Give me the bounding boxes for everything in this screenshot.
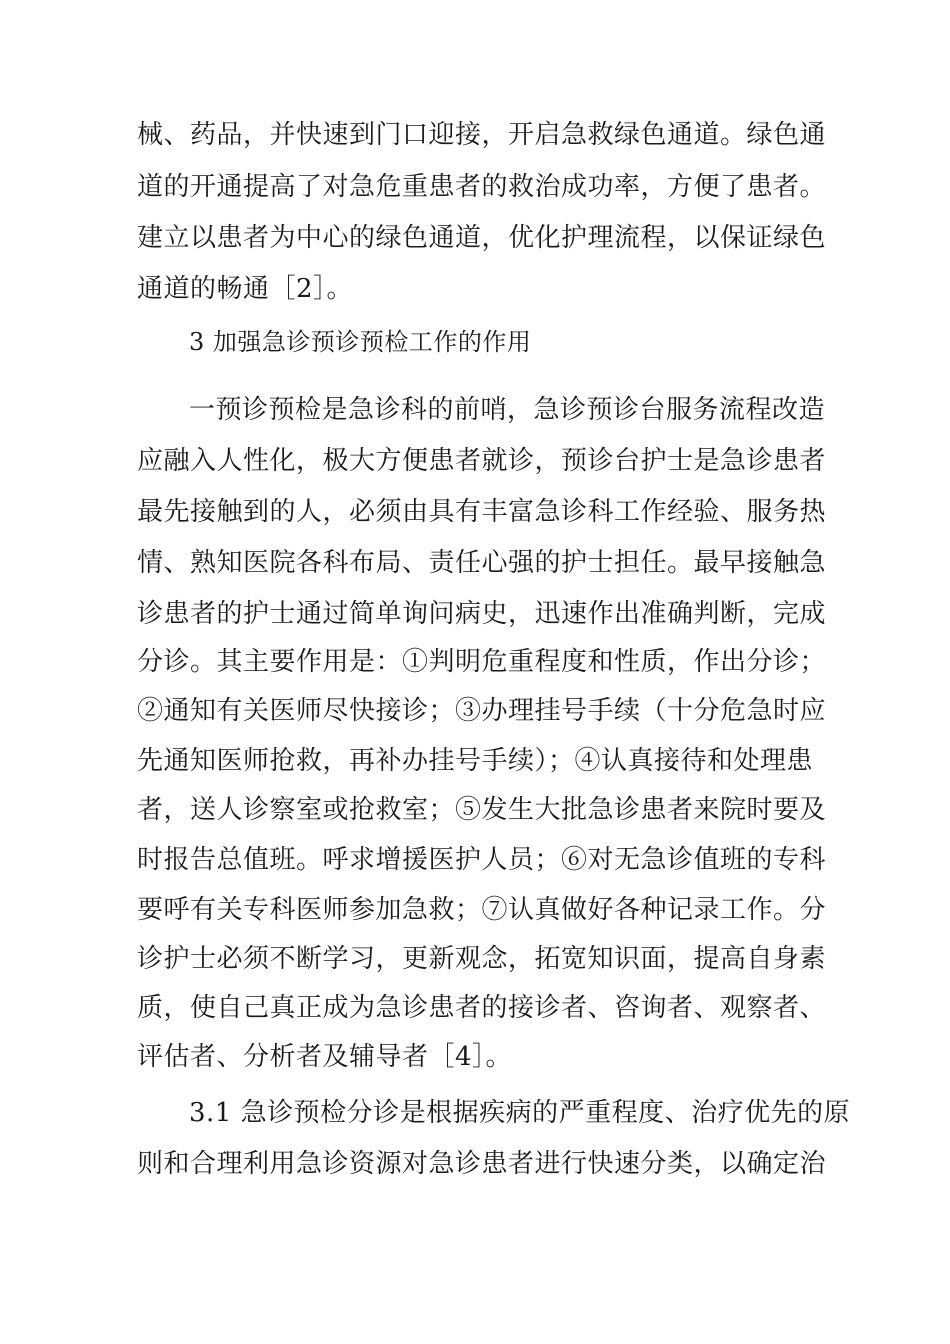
paragraph-2-line-5: 诊患者的护士通过简单询问病史，迅速作出准确判断，完成 [137,599,827,629]
paragraph-1-line-3: 建立以患者为中心的绿色通道，优化护理流程，以保证绿色 [137,223,827,253]
paragraph-2-line-4: 情、熟知医院各科布局、责任心强的护士担任。最早接触急 [137,548,827,578]
paragraph-2-line-8: 先通知医师抢救，再补办挂号手续）；④认真接待和处理患 [137,746,814,776]
paragraph-2-line-10: 时报告总值班。呼求增援医护人员；⑥对无急诊值班的专科 [137,845,827,875]
section-heading-3: 3 加强急诊预诊预检工作的作用 [189,328,532,356]
paragraph-2-line-6: 分诊。其主要作用是：①判明危重程度和性质，作出分诊； [137,647,827,677]
paragraph-2-line-1: 一预诊预检是急诊科的前哨，急诊预诊台服务流程改造 [189,395,826,425]
paragraph-1-line-1: 械、药品，并快速到门口迎接，开启急救绿色通道。绿色通 [137,120,827,150]
paragraph-2-line-9: 者，送人诊察室或抢救室；⑤发生大批急诊患者来院时要及 [137,795,827,825]
paragraph-1-line-2: 道的开通提高了对急危重患者的救治成功率，方便了患者。 [137,172,827,202]
paragraph-2-line-13: 质，使自己真正成为急诊患者的接诊者、咨询者、观察者、 [137,993,827,1023]
paragraph-1-line-4: 通道的畅通［2］。 [137,274,354,304]
paragraph-2-line-14: 评估者、分析者及辅导者［4］。 [137,1042,513,1072]
paragraph-2-line-11: 要呼有关专科医师参加急救；⑦认真做好各种记录工作。分 [137,895,827,925]
paragraph-2-line-3: 最先接触到的人，必须由具有丰富急诊科工作经验、服务热 [137,497,827,527]
paragraph-2-line-2: 应融入人性化，极大方便患者就诊，预诊台护士是急诊患者 [137,446,827,476]
paragraph-3-line-1: 3.1 急诊预检分诊是根据疾病的严重程度、治疗优先的原 [189,1098,851,1128]
paragraph-3-line-2: 则和合理利用急诊资源对急诊患者进行快速分类，以确定治 [137,1149,827,1179]
paragraph-2-line-12: 诊护士必须不断学习，更新观念，拓宽知识面，提高自身素 [137,944,827,974]
paragraph-2-line-7: ②通知有关医师尽快接诊；③办理挂号手续（十分危急时应 [137,696,827,726]
